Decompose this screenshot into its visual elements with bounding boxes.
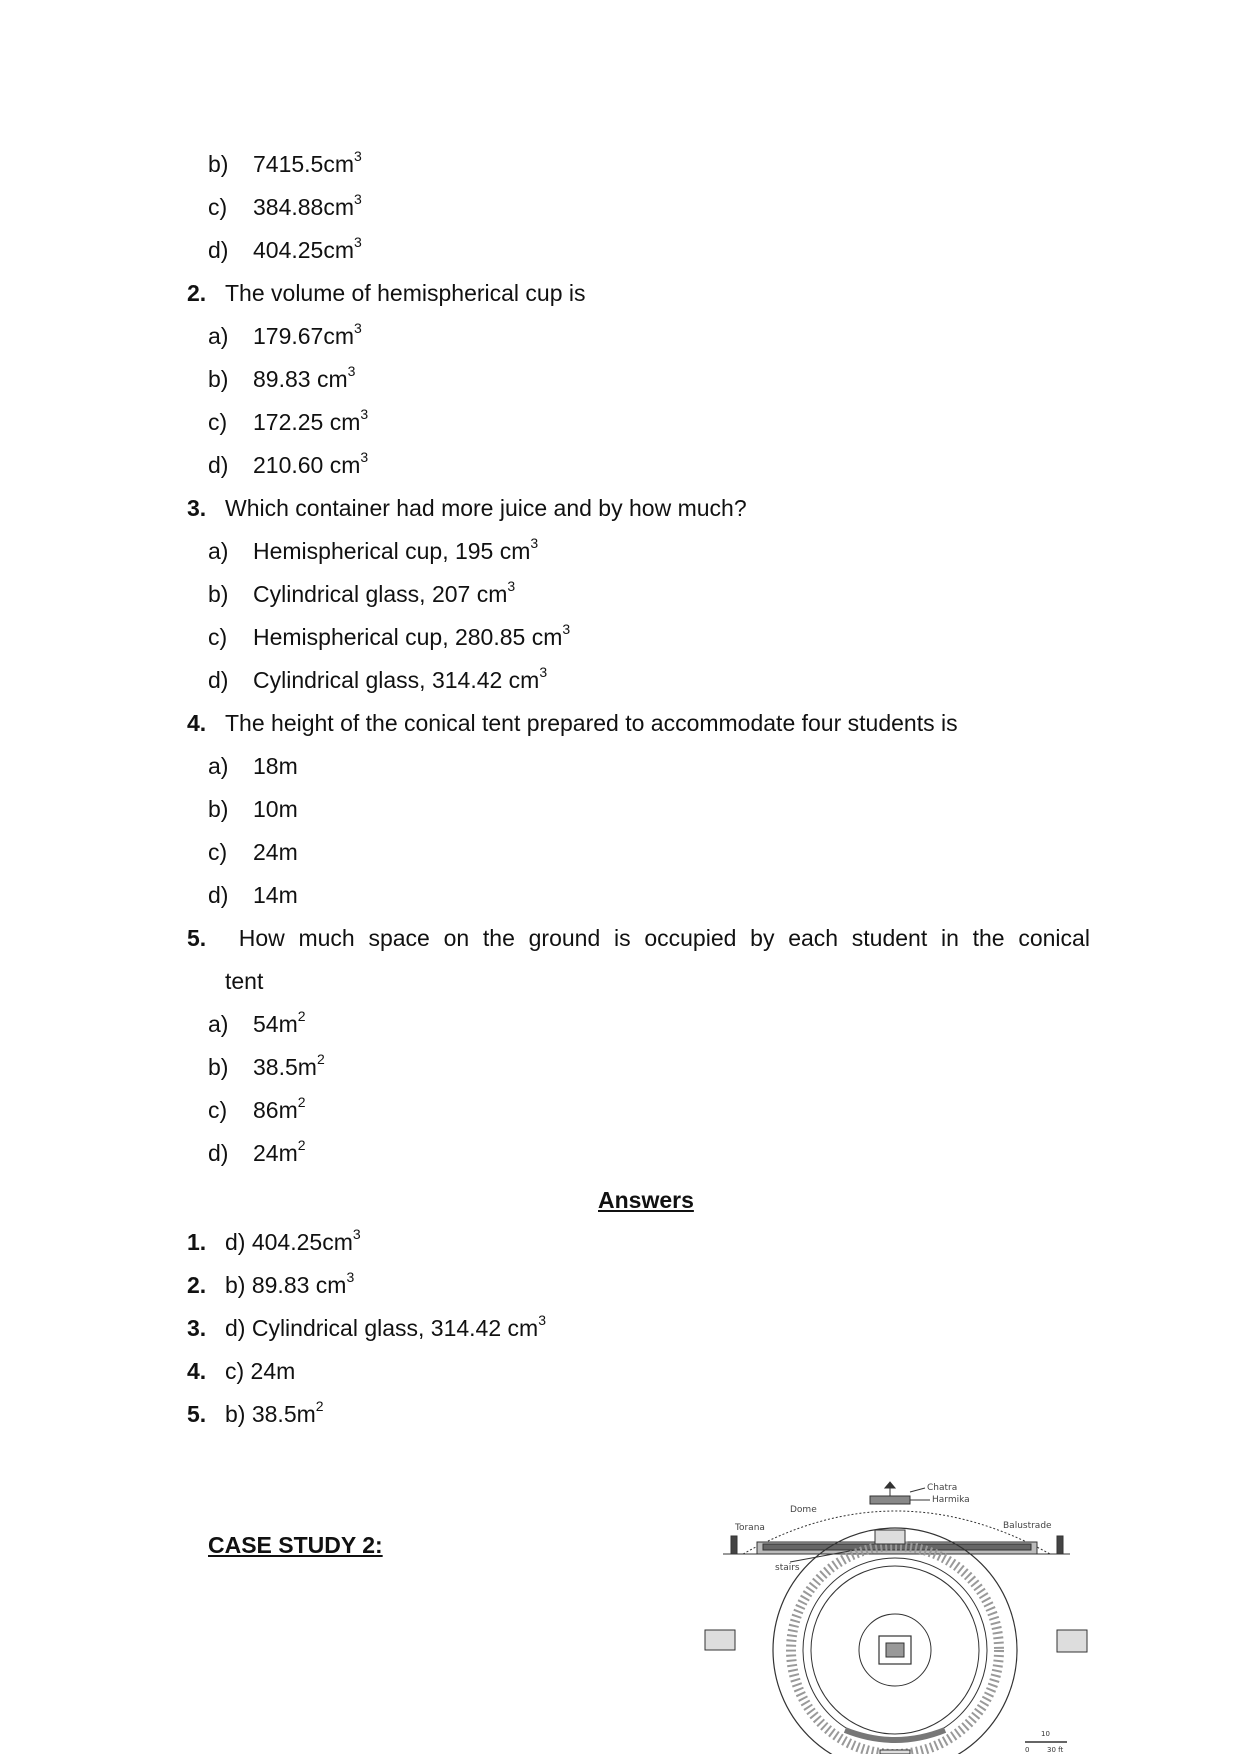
dome-label: Dome [790, 1505, 817, 1515]
case-study-heading: CASE STUDY 2: [208, 1532, 383, 1558]
option-label: a) [208, 323, 229, 349]
question-5 [187, 923, 1090, 953]
scale-bar [1025, 1730, 1067, 1754]
option-text: Hemispherical cup, 195 cm [253, 538, 531, 564]
superscript: 3 [354, 191, 362, 207]
answer-number: 1. [187, 1229, 207, 1255]
scale-mid: 10 [1041, 1730, 1050, 1738]
option-label: a) [208, 1011, 229, 1037]
superscript: 3 [352, 1226, 361, 1242]
question-word: How [238, 925, 285, 951]
question-word: by [750, 925, 775, 951]
answer-number: 3. [187, 1315, 207, 1341]
balustrade-label: Balustrade [1003, 1521, 1052, 1531]
option-label: c) [208, 409, 228, 435]
q5-option-c [208, 1095, 306, 1125]
option-text: 86m [253, 1097, 298, 1123]
superscript: 2 [297, 1008, 306, 1024]
stupa-diagram-svg [695, 1480, 1105, 1754]
gateway-south [880, 1750, 910, 1754]
superscript: 3 [354, 320, 362, 336]
question-5-continuation: tent [225, 968, 264, 994]
option-label: d) [208, 1140, 229, 1166]
option-label: d) [208, 882, 229, 908]
question-word: the [972, 925, 1005, 951]
option-text: 7415.5cm [253, 151, 355, 177]
answer-4 [187, 1356, 295, 1386]
answer-text: b) 89.83 cm [225, 1272, 347, 1298]
q4-option-d [208, 880, 298, 910]
question-text: The volume of hemispherical cup is [225, 280, 586, 306]
question-word: much [298, 925, 355, 951]
option-label: b) [208, 151, 229, 177]
stairs-label: stairs [775, 1563, 800, 1573]
scale-right: 30 ft [1047, 1746, 1064, 1754]
superscript: 2 [315, 1398, 324, 1414]
question-word: conical [1018, 925, 1090, 951]
option-text: Cylindrical glass, 314.42 cm [253, 667, 540, 693]
question-word: each [788, 925, 839, 951]
gateway-west [705, 1630, 735, 1650]
superscript: 3 [562, 621, 571, 637]
q2-option-b [208, 364, 355, 394]
torana-label: Torana [735, 1523, 765, 1533]
superscript: 3 [538, 1312, 546, 1328]
question-number: 5. [187, 925, 207, 951]
harmika-label: Harmika [932, 1495, 970, 1505]
torana-left [731, 1536, 737, 1554]
option-text: 210.60 cm [253, 452, 361, 478]
question-word: on [443, 925, 470, 951]
question-4 [187, 708, 958, 738]
q3-option-c [208, 622, 570, 652]
question-3 [187, 493, 747, 523]
option-label: c) [208, 194, 228, 220]
option-label: a) [208, 753, 229, 779]
question-number: 3. [187, 495, 207, 521]
superscript: 3 [354, 234, 362, 250]
superscript: 3 [346, 1269, 355, 1285]
option-text: Hemispherical cup, 280.85 cm [253, 624, 563, 650]
option-text: 384.88cm [253, 194, 355, 220]
gateway-north [875, 1530, 905, 1544]
option-text: 179.67cm [253, 323, 355, 349]
answer-text: d) Cylindrical glass, 314.42 cm [225, 1315, 539, 1341]
answer-1 [187, 1227, 361, 1257]
superscript: 3 [530, 535, 539, 551]
question-word: in [940, 925, 959, 951]
superscript: 2 [297, 1137, 306, 1153]
answer-5 [187, 1399, 324, 1429]
answer-number: 4. [187, 1358, 207, 1384]
q2-option-c [208, 407, 368, 437]
option-text: 89.83 cm [253, 366, 348, 392]
option-text: 10m [253, 796, 298, 822]
torana-right [1057, 1536, 1063, 1554]
scale-left: 0 [1025, 1746, 1030, 1754]
superscript: 2 [316, 1051, 325, 1067]
q2-option-a [208, 321, 362, 351]
superscript: 3 [347, 363, 356, 379]
chatra-leader [910, 1488, 925, 1492]
option-text: 18m [253, 753, 298, 779]
question-number: 2. [187, 280, 207, 306]
question-number: 4. [187, 710, 207, 736]
q2-option-d [208, 450, 368, 480]
answer-text: b) 38.5m [225, 1401, 316, 1427]
option-text: 54m [253, 1011, 298, 1037]
stupa-diagram [695, 1480, 1105, 1754]
q4-option-c [208, 837, 298, 867]
question-text: Which container had more juice and by how much? [225, 495, 747, 521]
superscript: 3 [360, 406, 369, 422]
option-label: b) [208, 366, 229, 392]
harmika-core [886, 1643, 904, 1657]
superscript: 3 [507, 578, 516, 594]
q3-option-b [208, 579, 515, 609]
question-word: is [613, 925, 631, 951]
question-word: student [851, 925, 928, 951]
option-prev-c [208, 192, 362, 222]
option-text: 172.25 cm [253, 409, 361, 435]
option-label: c) [208, 1097, 228, 1123]
option-label: b) [208, 796, 229, 822]
superscript: 2 [297, 1094, 306, 1110]
answer-3 [187, 1313, 546, 1343]
option-label: c) [208, 624, 228, 650]
question-word: the [482, 925, 515, 951]
option-label: c) [208, 839, 228, 865]
answer-number: 2. [187, 1272, 207, 1298]
q4-option-b [208, 794, 298, 824]
option-label: b) [208, 1054, 229, 1080]
option-label: d) [208, 667, 229, 693]
answer-2 [187, 1270, 354, 1300]
option-text: 404.25cm [253, 237, 355, 263]
south-stairs [845, 1730, 945, 1740]
outer-ring [773, 1528, 1017, 1754]
option-text: Cylindrical glass, 207 cm [253, 581, 508, 607]
q5-option-b [208, 1052, 325, 1082]
stupa-plan [705, 1528, 1087, 1754]
question-text: The height of the conical tent prepared to accommodate four students is [225, 710, 958, 736]
q5-option-d [208, 1138, 306, 1168]
answer-number: 5. [187, 1401, 207, 1427]
superscript: 3 [354, 148, 362, 164]
option-label: d) [208, 452, 229, 478]
answer-text: d) 404.25cm [225, 1229, 353, 1255]
answer-text: c) 24m [225, 1358, 296, 1384]
option-label: b) [208, 581, 229, 607]
option-prev-b [208, 149, 362, 179]
superscript: 3 [360, 449, 369, 465]
q5-option-a [208, 1009, 306, 1039]
question-word: space [368, 925, 430, 951]
question-2 [187, 278, 586, 308]
q3-option-a [208, 536, 538, 566]
chatra-arrow-icon [885, 1482, 895, 1488]
option-label: d) [208, 237, 229, 263]
option-prev-d [208, 235, 362, 265]
option-text: 24m [253, 1140, 298, 1166]
q3-option-d [208, 665, 547, 695]
gateway-east [1057, 1630, 1087, 1652]
question-word: ground [528, 925, 601, 951]
chatra-label: Chatra [927, 1483, 958, 1493]
option-text: 24m [253, 839, 298, 865]
superscript: 3 [539, 664, 548, 680]
option-label: a) [208, 538, 229, 564]
option-text: 38.5m [253, 1054, 317, 1080]
option-text: 14m [253, 882, 298, 908]
answers-heading: Answers [598, 1187, 694, 1213]
question-word: occupied [644, 925, 737, 951]
harmika-shape [870, 1496, 910, 1504]
q4-option-a [208, 751, 298, 781]
